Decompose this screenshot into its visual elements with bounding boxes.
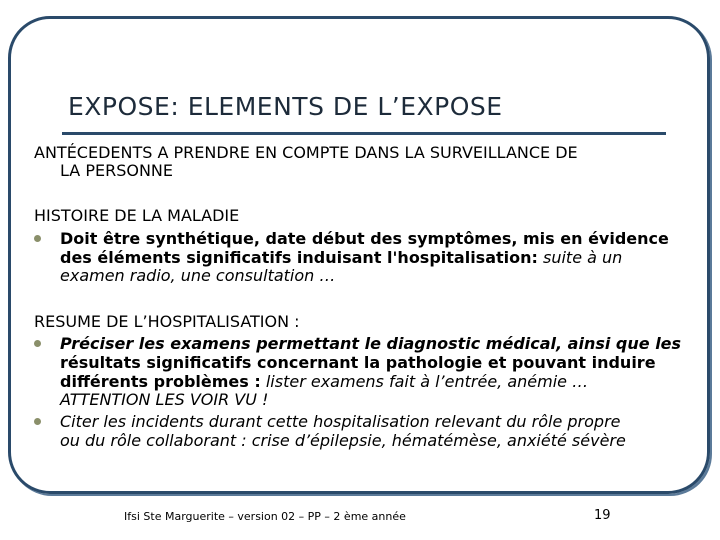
histoire-bullet-line-2-bold: des éléments significatifs induisant l'hospitalisation: bbox=[60, 248, 538, 267]
bullet-icon bbox=[34, 418, 41, 425]
bullet-icon bbox=[34, 340, 41, 347]
resume-bullet-1-line-1: Préciser les examens permettant le diagnostic médical, ainsi que les bbox=[60, 334, 682, 353]
histoire-heading: HISTOIRE DE LA MALADIE bbox=[34, 206, 240, 225]
resume-heading: RESUME DE L’HOSPITALISATION : bbox=[34, 312, 300, 331]
slide-title: EXPOSE: ELEMENTS DE L’EXPOSE bbox=[68, 92, 503, 121]
title-underline bbox=[62, 132, 666, 135]
page-number: 19 bbox=[594, 508, 611, 523]
histoire-bullet-line-3: examen radio, une consultation … bbox=[60, 266, 336, 285]
antecedents-line-2: LA PERSONNE bbox=[60, 161, 173, 180]
resume-bullet-1-line-4: ATTENTION LES VOIR VU ! bbox=[60, 390, 269, 409]
resume-bullet-2-line-2: ou du rôle collaborant : crise d’épilepsie, hématémèse, anxiété sévère bbox=[60, 431, 626, 450]
resume-bullet-1-line-3 bbox=[60, 372, 588, 391]
histoire-bullet-line-2-italic: suite à un bbox=[537, 248, 623, 267]
antecedents-line-1: ANTÉCEDENTS A PRENDRE EN COMPTE DANS LA SURVEILLANCE DE bbox=[34, 143, 578, 162]
footer-text: Ifsi Ste Marguerite – version 02 – PP – 2 ème année bbox=[124, 510, 406, 523]
resume-bullet-1-line-3-bold: différents problèmes : bbox=[60, 372, 261, 391]
histoire-bullet-line-2 bbox=[60, 248, 622, 267]
resume-bullet-1-line-2: résultats significatifs concernant la pathologie et pouvant induire bbox=[60, 353, 656, 372]
resume-bullet-2-line-1: Citer les incidents durant cette hospitalisation relevant du rôle propre bbox=[60, 412, 621, 431]
bullet-icon bbox=[34, 235, 41, 242]
resume-bullet-1-line-3-italic: lister examens fait à l’entrée, anémie … bbox=[260, 372, 589, 391]
histoire-bullet-line-1: Doit être synthétique, date début des symptômes, mis en évidence bbox=[60, 229, 669, 248]
